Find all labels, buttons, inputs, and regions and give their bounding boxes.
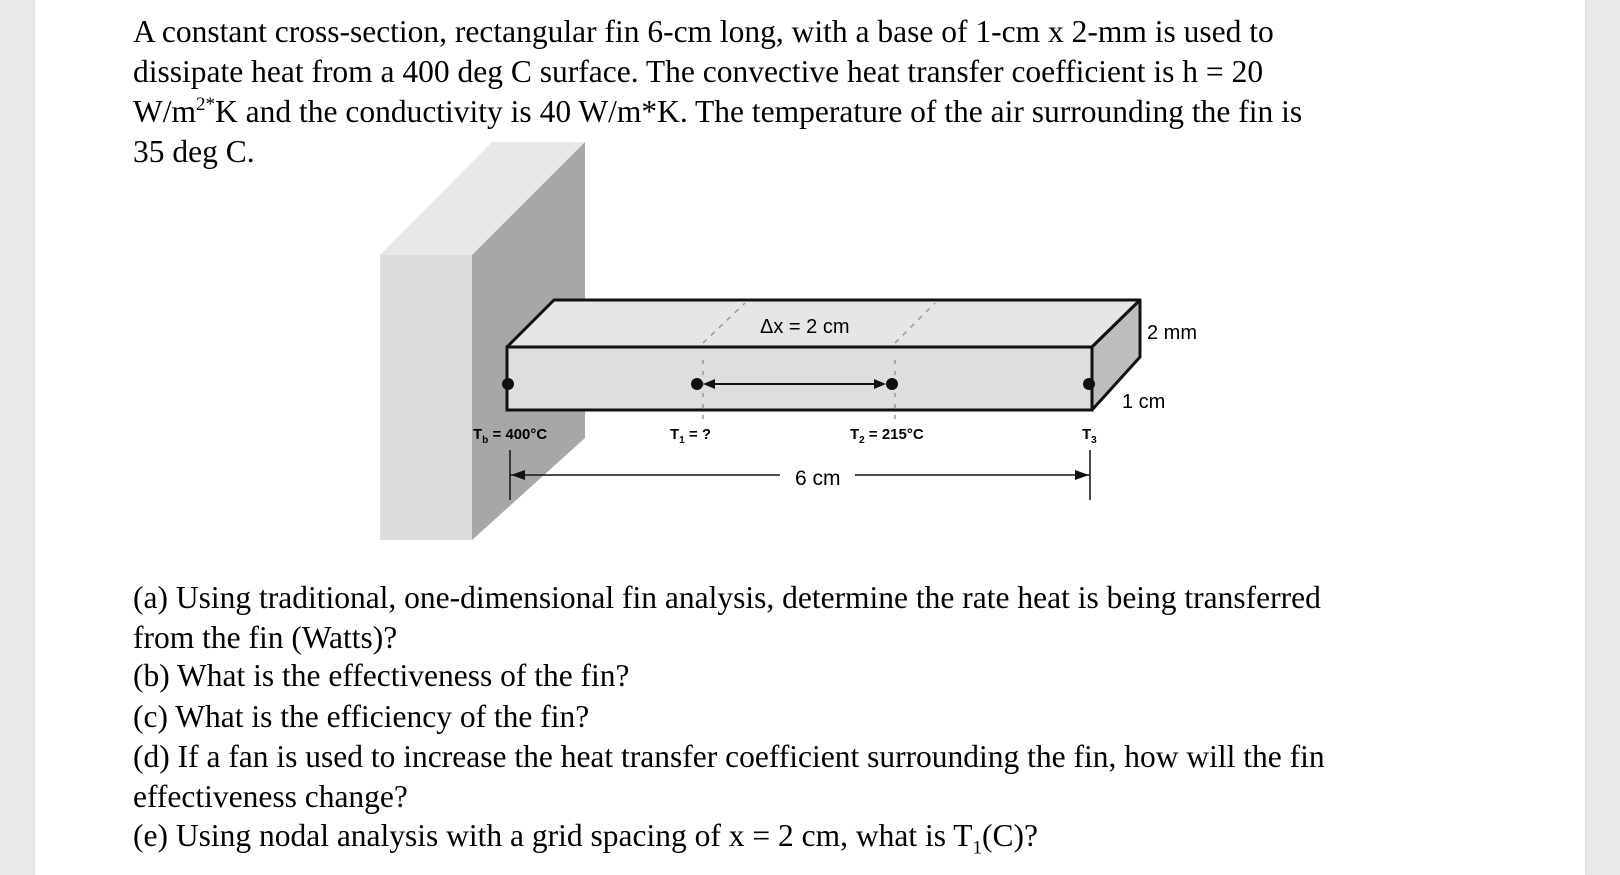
t2-value: = 215°C [864, 426, 924, 443]
t3-subscript: 3 [1091, 435, 1097, 446]
units-text-a: W/m [133, 94, 196, 129]
question-e-subscript: 1 [972, 837, 983, 859]
question-e-unit: (C)? [982, 818, 1039, 853]
length-arrowhead-right [1075, 470, 1089, 480]
question-e [133, 816, 1493, 868]
t1-symbol: T [670, 426, 680, 443]
question-a-line-2: from the fin (Watts)? [133, 620, 398, 655]
t2-label [850, 426, 924, 446]
node-base [502, 378, 514, 390]
width-label: 1 cm [1122, 391, 1166, 413]
t1-value: = ? [684, 426, 711, 443]
t2-symbol: T [850, 426, 860, 443]
node-1 [691, 378, 703, 390]
dx-label: Δx = 2 cm [760, 316, 850, 338]
question-b: (b) What is the effectiveness of the fin? [133, 658, 630, 693]
node-2 [886, 378, 898, 390]
question-e-text: (e) Using nodal analysis with a grid spacing of x = 2 cm, what is T [133, 818, 973, 853]
fin-diagram [335, 135, 1335, 555]
t2-subscript: 2 [859, 435, 865, 446]
length-label: 6 cm [795, 467, 841, 490]
t3-label [1082, 426, 1097, 446]
thickness-label: 2 mm [1147, 322, 1197, 344]
intro-line-3 [133, 92, 1473, 132]
question-a-line-1: (a) Using traditional, one-dimensional fin analysis, determine the rate heat is being transferred [133, 580, 1321, 615]
tb-value: = 400°C [488, 426, 548, 443]
intro-line-2: dissipate heat from a 400 deg C surface. The convective heat transfer coefficient is h = 20 [133, 54, 1264, 89]
tb-subscript: b [482, 435, 489, 446]
t3-symbol: T [1082, 426, 1092, 443]
t1-subscript: 1 [679, 435, 685, 446]
question-d-line-1: (d) If a fan is used to increase the heat transfer coefficient surrounding the fin, how will the fin [133, 739, 1325, 774]
node-3 [1083, 378, 1095, 390]
document-page [35, 0, 1585, 875]
t1-label [670, 426, 711, 446]
intro-line-1: A constant cross-section, rectangular fin 6-cm long, with a base of 1-cm x 2-mm is used to [133, 14, 1274, 49]
question-d [133, 737, 1493, 817]
question-d-line-2: effectiveness change? [133, 779, 408, 814]
units-text-b: K and the conductivity is 40 W/m*K. The temperature of the air surrounding the fin is [215, 94, 1303, 129]
intro-line-4: 35 deg C. [133, 134, 255, 169]
question-a [133, 578, 1493, 658]
fin-front-face [507, 347, 1092, 410]
tb-symbol: T [473, 426, 483, 443]
units-superscript: 2* [196, 93, 215, 115]
question-c: (c) What is the efficiency of the fin? [133, 699, 590, 734]
wall-front-face [380, 255, 472, 540]
